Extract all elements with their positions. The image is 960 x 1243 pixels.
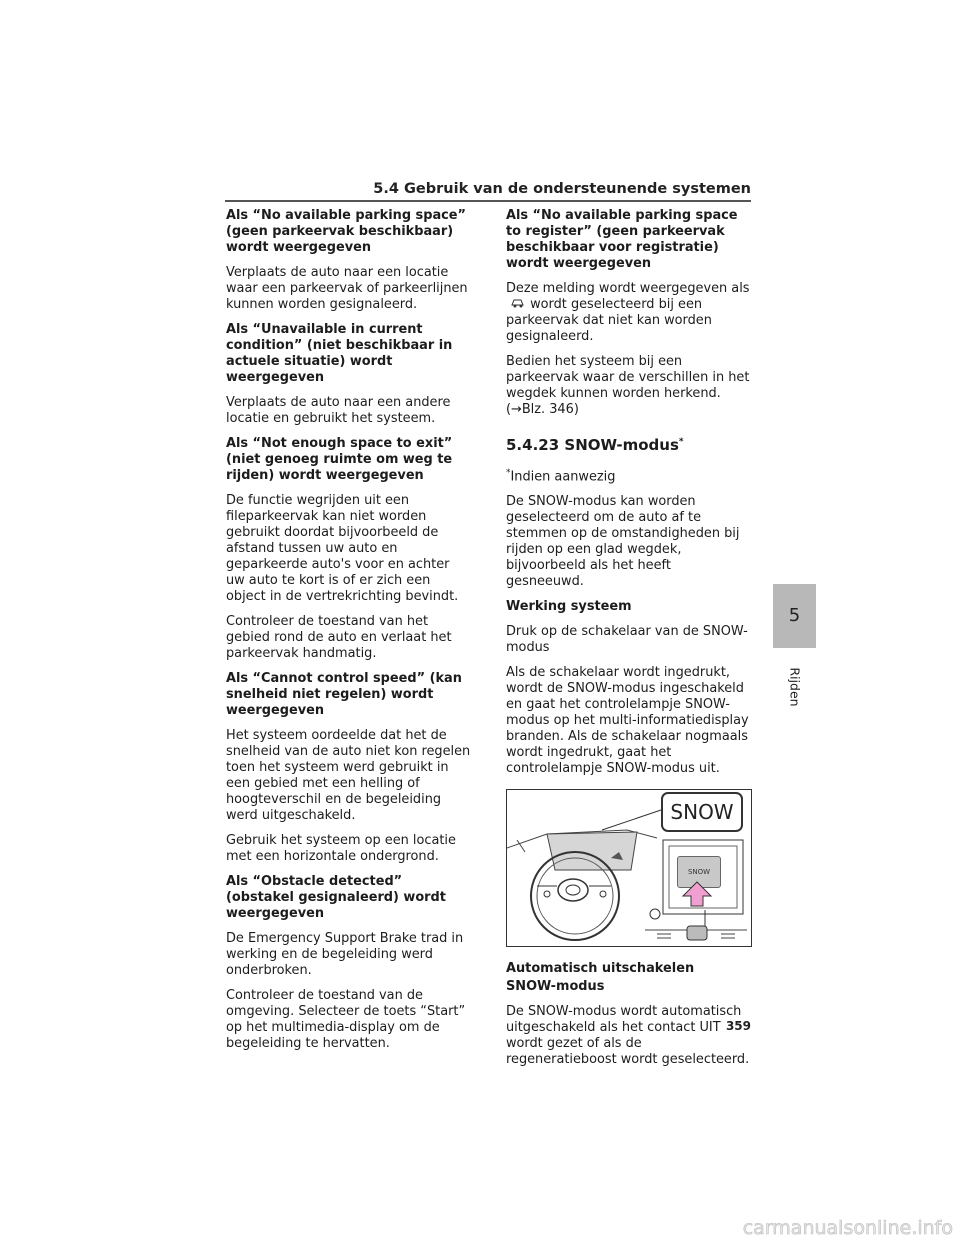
- chapter-tab: [773, 584, 816, 648]
- heading-no-space-register: Als “No available parking space to register” (geen parkeervak beschikbaar voor registratie) wordt weergegeven: [506, 208, 738, 271]
- section-header: [225, 178, 751, 202]
- paragraph: Gebruik het systeem op een locatie met een horizontale ondergrond.: [226, 833, 456, 864]
- heading-not-enough-space: Als “Not enough space to exit” (niet genoeg ruimte om weg te rijden) wordt weergegeven: [226, 436, 453, 483]
- chapter-label: [773, 652, 816, 722]
- svg-text:carmanualsonline.info: carmanualsonline.info: [742, 1217, 953, 1239]
- paragraph: Controleer de toestand van het gebied rond de auto en verlaat het parkeervak handmatig.: [226, 614, 452, 661]
- paragraph: Bedien het systeem bij een parkeervak waar de verschillen in het wegdek kunnen worden herkend. (→Blz. 346): [506, 354, 750, 417]
- paragraph-text: wordt geselecteerd bij een parkeervak dat niet kan worden gesignaleerd.: [506, 297, 712, 344]
- heading-obstacle-detected: Als “Obstacle detected” (obstakel gesignaleerd) wordt weergegeven: [226, 874, 446, 921]
- heading-cannot-control-speed: Als “Cannot control speed” (kan snelheid niet regelen) wordt weergegeven: [226, 671, 462, 718]
- paragraph: Druk op de schakelaar van de SNOW-modus: [506, 624, 748, 656]
- snow-switch-button: SNOW: [677, 856, 721, 888]
- heading-werking: Werking systeem: [506, 599, 632, 615]
- paragraph: Verplaats de auto naar een andere locatie en gebruikt het systeem.: [226, 395, 451, 426]
- chapter-label-text: Rijden: [787, 667, 802, 707]
- paragraph: De Emergency Support Brake trad in werking en de begeleiding werd onderbroken.: [226, 931, 464, 978]
- left-column: [226, 208, 472, 1061]
- heading-auto-off-line2: SNOW-modus: [506, 979, 605, 995]
- section-title: 5.4 Gebruik van de ondersteunende systemen: [373, 181, 751, 197]
- right-column: [506, 208, 752, 1077]
- heading-no-space: Als “No available parking space” (geen parkeervak beschikbaar) wordt weergegeven: [226, 208, 466, 255]
- section-name: SNOW-modus: [564, 436, 679, 454]
- paragraph: Het systeem oordeelde dat het de snelheid van de auto niet kon regelen toen het systeem werd gebruikt in een gebied met een helling of hoogteverschil en de begeleiding werd uitgeschakeld.: [226, 728, 471, 823]
- paragraph: Controleer de toestand van de omgeving. Selecteer de toets “Start” op het multimedia-display om de begeleiding te hervatten.: [226, 988, 466, 1051]
- paragraph: De SNOW-modus wordt automatisch uitgeschakeld als het contact UIT wordt gezet of als de regeneratieboost wordt geselecteerd.: [506, 1004, 750, 1068]
- paragraph: Verplaats de auto naar een locatie waar een parkeervak of parkeerlijnen kunnen worden gesignaleerd.: [226, 265, 468, 312]
- page-number: 359: [725, 1019, 751, 1033]
- chapter-number: 5: [788, 605, 801, 626]
- watermark: [555, 1215, 955, 1239]
- snow-switch-illustration: [506, 789, 752, 947]
- paragraph-text: Deze melding wordt weergegeven als: [506, 281, 750, 296]
- snow-callout-label: SNOW: [661, 792, 743, 832]
- paragraph: De functie wegrijden uit een fileparkeervak kan niet worden gebruikt doordat bijvoorbeeld de afstand tussen uw auto en geparkeerde auto's voor en achter uw auto te kort is of er zich een object in de vertrekrichting bevindt.: [226, 493, 459, 604]
- footnote-mark: *: [506, 468, 511, 478]
- section-number: 5.4.23: [506, 436, 560, 454]
- footnote-text: Indien aanwezig: [510, 469, 616, 485]
- paragraph: De SNOW-modus kan worden geselecteerd om de auto af te stemmen op de omstandigheden bij rijden op een glad wegdek, bijvoorbeeld als het heeft gesneeuwd.: [506, 494, 740, 590]
- section-title-snow: [506, 432, 752, 455]
- footnote-mark: *: [678, 437, 684, 447]
- paragraph-with-icon: [506, 281, 752, 345]
- footnote: [506, 465, 752, 485]
- heading-auto-off: Automatisch uitschakelen: [506, 961, 695, 977]
- paragraph: Als de schakelaar wordt ingedrukt, wordt de SNOW-modus ingeschakeld en gaat het controlelampje SNOW-modus op het multi-informatiedisplay branden. Als de schakelaar nogmaals wordt ingedrukt, gaat het controlelampje SNOW-modus uit.: [506, 665, 749, 777]
- heading-unavailable: Als “Unavailable in current condition” (niet beschikbaar in actuele situatie) wordt weergegeven: [226, 322, 453, 385]
- parking-register-icon: [510, 297, 526, 309]
